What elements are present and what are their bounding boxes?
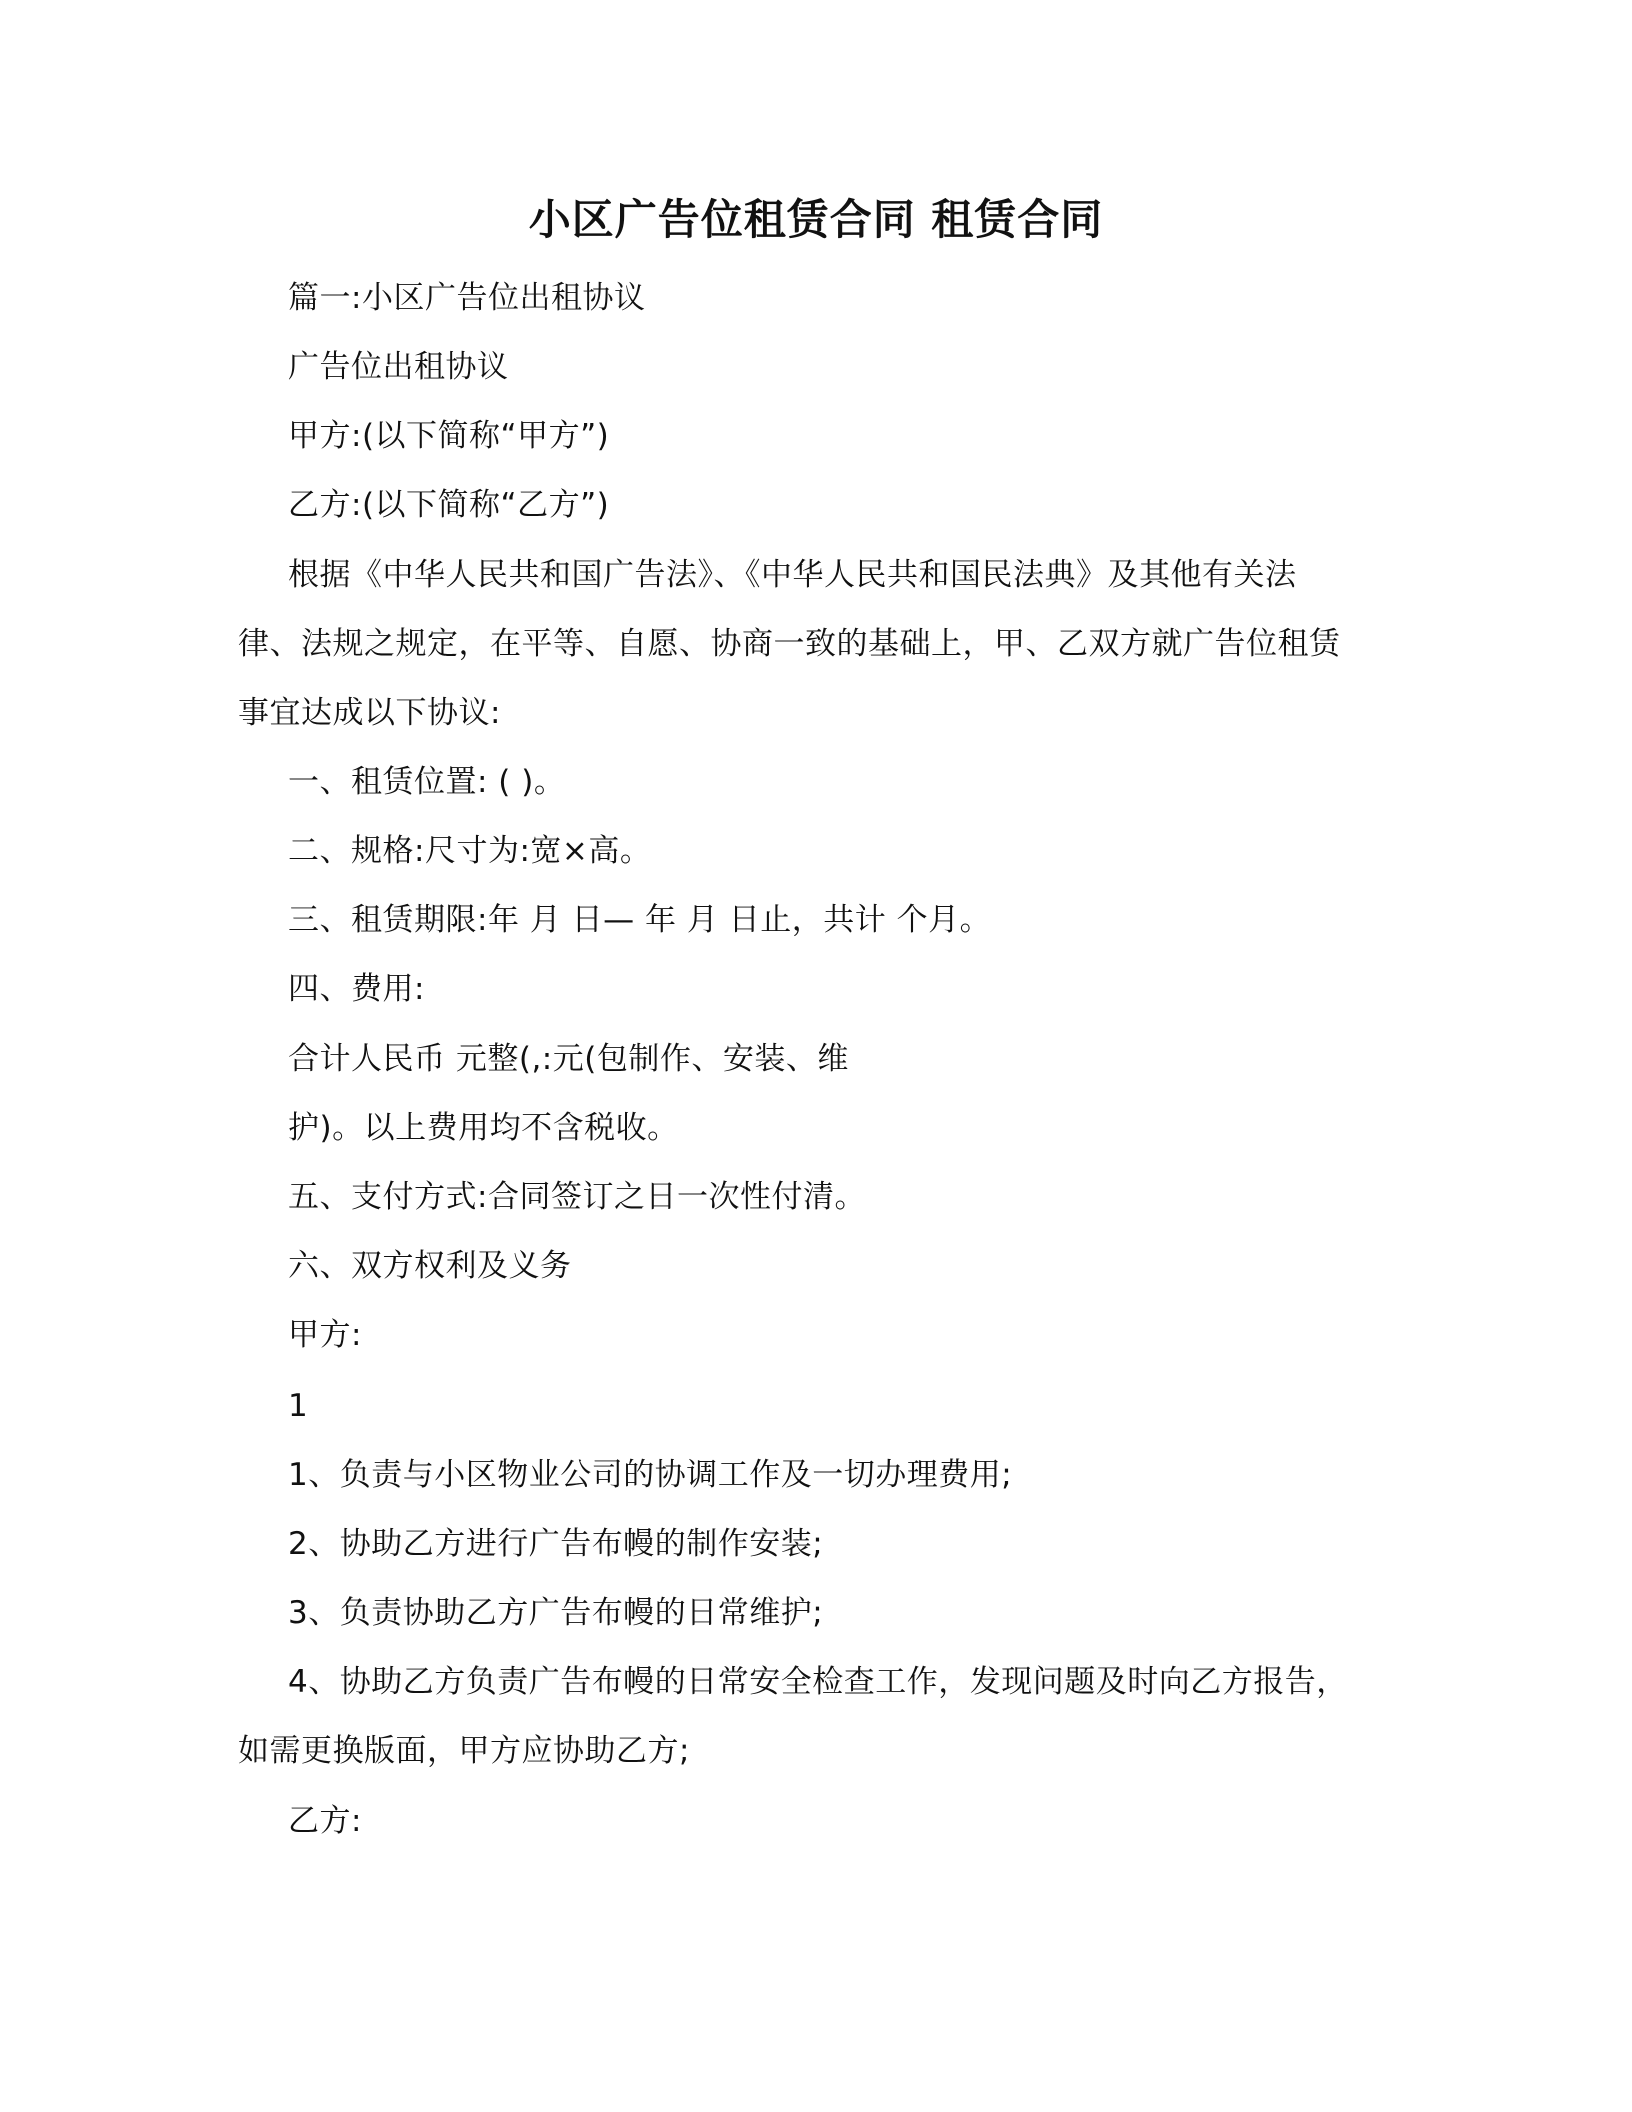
party-a-duty-2: 2、协助乙方进行广告布幔的制作安装;: [288, 1526, 824, 1562]
party-a-duty-1: 1、负责与小区物业公司的协调工作及一切办理费用;: [288, 1457, 1013, 1493]
preamble-line-1: 根据《中华人民共和国广告法》、《中华人民共和国民法典》及其他有关法: [288, 557, 1297, 593]
document-title: 小区广告位租赁合同 租赁合同: [528, 195, 1104, 244]
preamble-line-3: 事宜达成以下协议:: [238, 695, 501, 731]
section-heading: 篇一:小区广告位出租协议: [288, 280, 646, 316]
party-b-heading: 乙方:: [288, 1803, 362, 1839]
fees-line-2: 护)。以上费用均不含税收。: [288, 1110, 679, 1146]
party-a-duty-3: 3、负责协助乙方广告布幔的日常维护;: [288, 1595, 824, 1631]
clause-5-payment: 五、支付方式:合同签订之日一次性付清。: [288, 1179, 866, 1215]
party-b-line: 乙方:(以下简称“乙方”): [288, 487, 610, 523]
clause-6-rights: 六、双方权利及义务: [288, 1248, 572, 1284]
party-a-heading: 甲方:: [288, 1317, 362, 1353]
clause-3-term: 三、租赁期限:年 月 日— 年 月 日止，共计 个月。: [288, 902, 992, 938]
agreement-title: 广告位出租协议: [288, 349, 509, 385]
fees-line-1: 合计人民币 元整(,:元(包制作、安装、维: [288, 1041, 849, 1077]
preamble-line-2: 律、法规之规定，在平等、自愿、协商一致的基础上，甲、乙双方就广告位租赁: [238, 626, 1341, 662]
party-a-duty-4-line-1: 4、协助乙方负责广告布幔的日常安全检查工作，发现问题及时向乙方报告，: [288, 1664, 1348, 1700]
party-a-duty-4-line-2: 如需更换版面，甲方应协助乙方;: [238, 1733, 690, 1769]
clause-2-spec: 二、规格:尺寸为:宽×高。: [288, 833, 652, 869]
party-a-line: 甲方:(以下简称“甲方”): [288, 418, 610, 454]
clause-1-location: 一、租赁位置: ( )。: [288, 764, 566, 800]
numbered-marker: 1: [288, 1388, 309, 1424]
clause-4-fees: 四、费用:: [288, 971, 425, 1007]
